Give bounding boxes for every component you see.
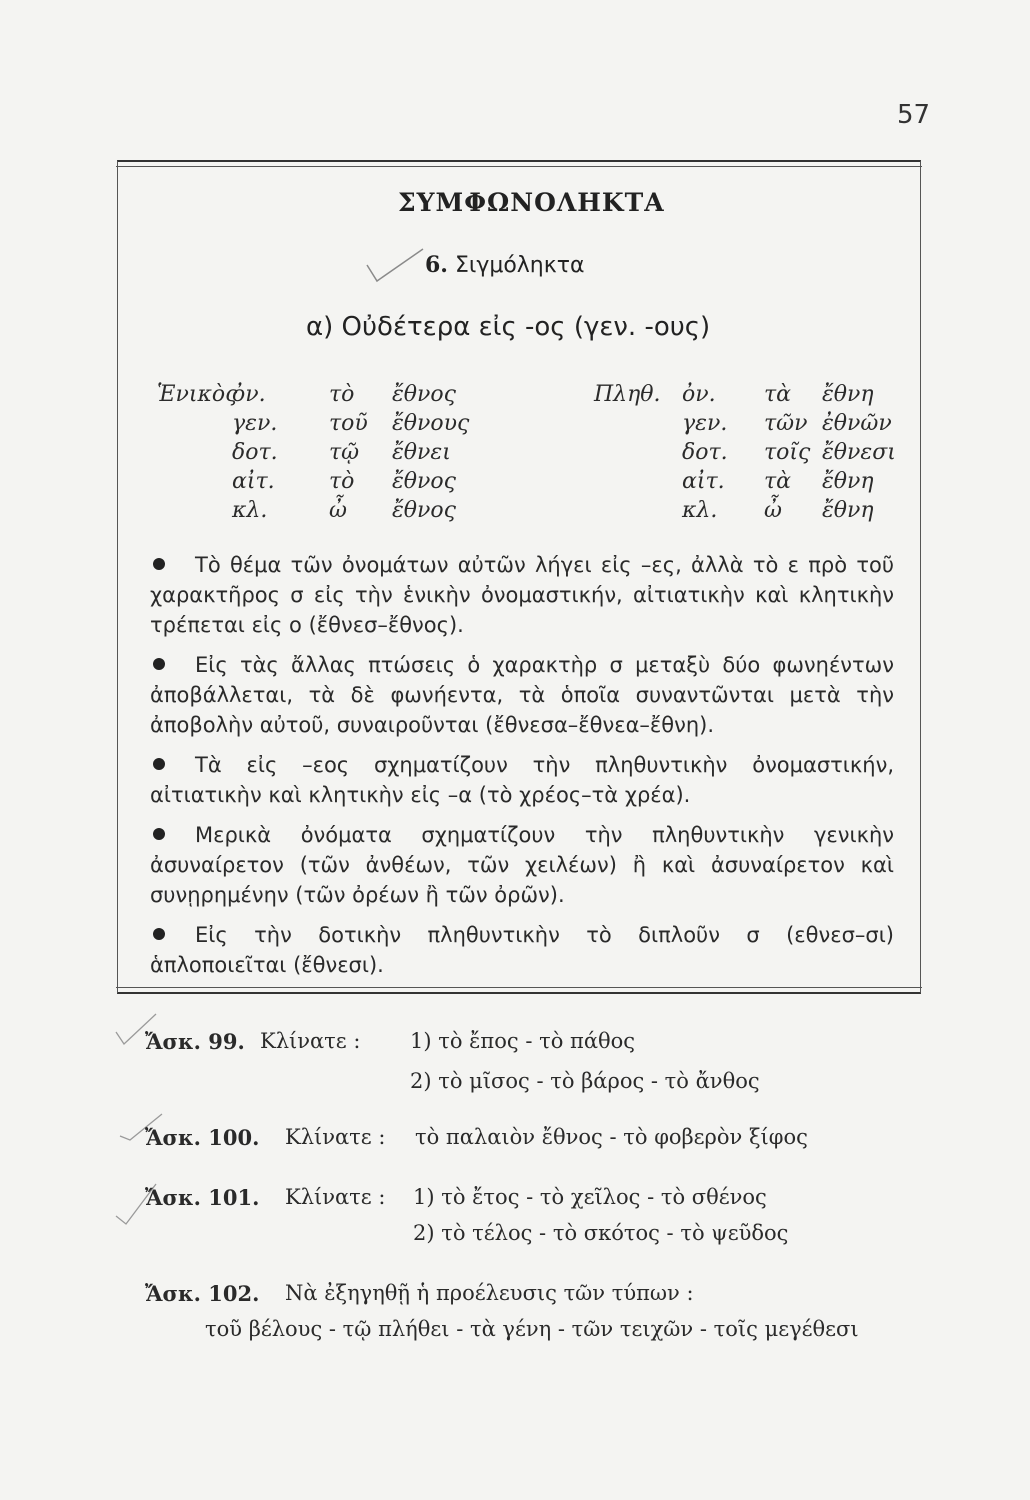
article: τὸ: [329, 469, 355, 494]
exercise-instruction: Νὰ ἐξηγηθῇ ἡ προέλευσις τῶν τύπων :: [285, 1281, 694, 1305]
case-label: γεν.: [682, 411, 728, 436]
exercise-instruction: Κλίνατε :: [285, 1125, 386, 1149]
rule-text: Τὸ θέμα τῶν ὀνομάτων αὐτῶν λήγει εἰς –ες, ἀλλὰ τὸ ε πρὸ τοῦ χαρακτῆρος σ εἰς τὴν ἑνικὴν ὀνομαστικήν, αἰτιατικὴν καὶ κλητικὴν τρέπεται εἰς ο (ἔθνεσ–ἔθνος).: [150, 553, 894, 637]
exercise-99: [145, 1029, 935, 1099]
declension-row: [594, 467, 924, 496]
rule-paragraph: [150, 650, 894, 740]
rule-text: Εἰς τὰς ἄλλας πτώσεις ὁ χαρακτὴρ σ μεταξὺ δύο φωνηέντων ἀποβάλλεται, τὰ δὲ φωνήεντα, τὰ ὁποῖα συναντῶνται μετὰ τὴν ἀποβολὴν αὐτοῦ, συναιροῦνται (ἔθνεσα–ἔθνεα–ἔθνη).: [150, 653, 894, 737]
rule-paragraph: [150, 550, 894, 640]
noun-form: ἔθνος: [392, 469, 456, 494]
exercise-101: [145, 1185, 935, 1255]
noun-form: ἔθνη: [822, 382, 874, 407]
rule-text: Εἰς τὴν δοτικὴν πληθυντικὴν τὸ διπλοῦν σ (εθνεσ–σι) ἁπλοποιεῖται (ἔθνεσι).: [150, 923, 894, 977]
article: τοῦ: [329, 411, 368, 436]
rule-text: Μερικὰ ὀνόματα σχηματίζουν τὴν πληθυντικὴν γενικὴν ἀσυναίρετον (τῶν ἀνθέων, τῶν χειλέων) ἢ καὶ ἀσυναίρετον καὶ συνῃρημένην (τῶν ὀρέων ἢ τῶν ὀρῶν).: [150, 823, 894, 907]
declension-row: [157, 409, 517, 438]
declension-row: [594, 380, 924, 409]
case-label: ὀν.: [232, 382, 266, 407]
rule-paragraph: [150, 820, 894, 910]
exercise-instruction: Κλίνατε :: [260, 1029, 361, 1053]
subsection-title: [425, 252, 584, 278]
bullet-icon: [153, 758, 165, 770]
subsection-name: Σιγμόληκτα: [454, 253, 585, 278]
article: ὦ: [329, 498, 347, 523]
case-label: κλ.: [232, 498, 268, 523]
declension-row: [157, 380, 517, 409]
article: ὦ: [764, 498, 782, 523]
grammar-rules: [150, 550, 894, 990]
noun-form: ἔθνος: [392, 382, 456, 407]
exercise-label: Ἄσκ. 99.: [145, 1029, 245, 1054]
rule-text: Τὰ εἰς –εος σχηματίζουν τὴν πληθυντικὴν ὀνομαστικήν, αἰτιατικὴν καὶ κλητικὴν εἰς –α (τὸ χρέος–τὰ χρέα).: [150, 753, 894, 807]
singular-label: Ἑνικὸς: [157, 382, 238, 407]
declension-row: [157, 496, 517, 525]
rule-paragraph: [150, 920, 894, 980]
exercise-item: 1) τὸ ἔπος - τὸ πάθος: [410, 1029, 636, 1053]
exercise-item: 1) τὸ ἔτος - τὸ χεῖλος - τὸ σθένος: [413, 1185, 767, 1209]
noun-form: ἔθνη: [822, 469, 874, 494]
case-label: αἰτ.: [232, 469, 275, 494]
exercise-item: τοῦ βέλους - τῷ πλήθει - τὰ γένη - τῶν τειχῶν - τοῖς μεγέθεσι: [205, 1317, 859, 1341]
plural-label: Πληθ.: [594, 382, 661, 407]
article: τὰ: [764, 469, 792, 494]
exercise-item: τὸ παλαιὸν ἔθνος - τὸ φοβερὸν ξίφος: [415, 1125, 808, 1149]
exercise-label: Ἄσκ. 102.: [145, 1281, 260, 1306]
case-label: κλ.: [682, 498, 718, 523]
declension-row: [594, 438, 924, 467]
case-label: ὀν.: [682, 382, 716, 407]
exercise-instruction: Κλίνατε :: [285, 1185, 386, 1209]
noun-form: ἐθνῶν: [822, 411, 892, 436]
article: τὸ: [329, 382, 355, 407]
bullet-icon: [153, 658, 165, 670]
article: τῶν: [764, 411, 808, 436]
declension-row: [594, 496, 924, 525]
exercise-100: [145, 1125, 935, 1155]
case-label: αἰτ.: [682, 469, 725, 494]
article: τῷ: [329, 440, 360, 465]
singular-declension: [157, 380, 517, 525]
noun-form: ἔθνεσι: [822, 440, 896, 465]
noun-form: ἔθνη: [822, 498, 874, 523]
page-number: 57: [897, 100, 931, 130]
category-title: α) Οὐδέτερα εἰς -ος (γεν. -ους): [306, 312, 711, 342]
noun-form: ἔθνους: [392, 411, 470, 436]
article: τὰ: [764, 382, 792, 407]
case-label: δοτ.: [682, 440, 728, 465]
bullet-icon: [153, 558, 165, 570]
plural-declension: [594, 380, 924, 525]
declension-row: [157, 467, 517, 496]
case-label: γεν.: [232, 411, 278, 436]
exercise-102: [145, 1281, 935, 1351]
case-label: δοτ.: [232, 440, 278, 465]
bullet-icon: [153, 828, 165, 840]
noun-form: ἔθνει: [392, 440, 451, 465]
subsection-number: 6.: [425, 252, 448, 278]
section-title: ΣΥΜΦΩΝΟΛΗΚΤΑ: [398, 188, 665, 217]
exercise-item: 2) τὸ μῖσος - τὸ βάρος - τὸ ἄνθος: [410, 1069, 760, 1093]
article: τοῖς: [764, 440, 811, 465]
exercise-item: 2) τὸ τέλος - τὸ σκότος - τὸ ψεῦδος: [413, 1221, 789, 1245]
declension-row: [594, 409, 924, 438]
exercise-label: Ἄσκ. 100.: [145, 1125, 260, 1150]
declension-row: [157, 438, 517, 467]
exercise-label: Ἄσκ. 101.: [145, 1185, 260, 1210]
bullet-icon: [153, 928, 165, 940]
noun-form: ἔθνος: [392, 498, 456, 523]
rule-paragraph: [150, 750, 894, 810]
